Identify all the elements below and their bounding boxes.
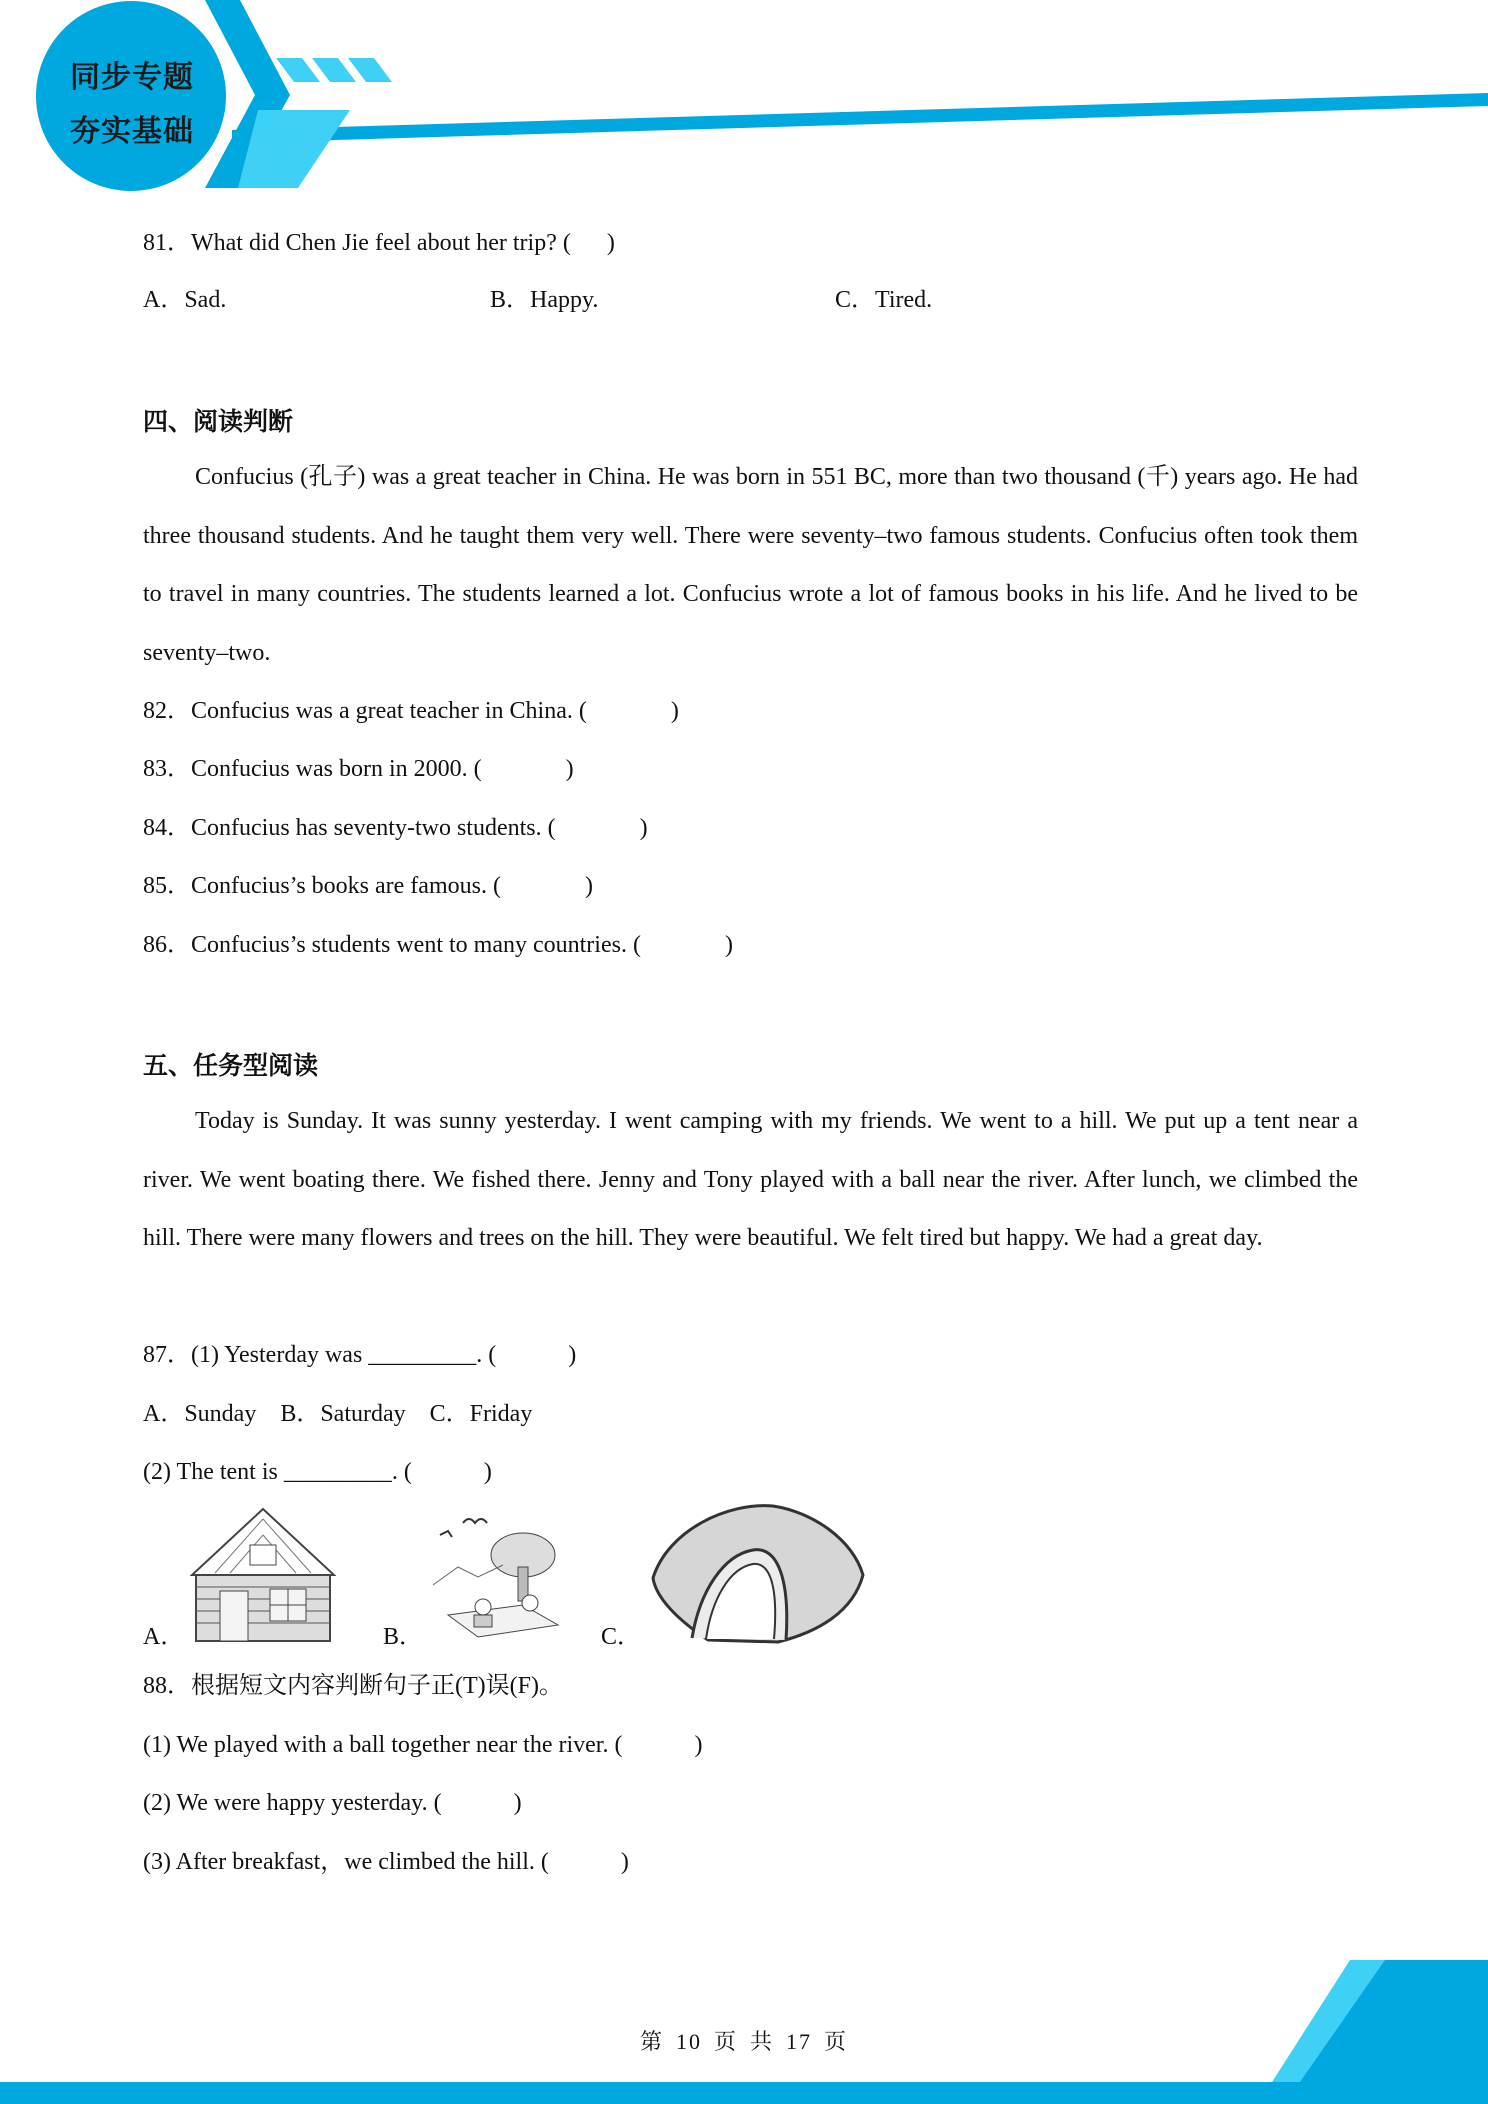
question-85: 85．Confucius’s books are famous. ( )	[143, 873, 593, 899]
question-88: 88．根据短文内容判断句子正(T)误(F)。	[143, 1673, 563, 1699]
question-82: 82．Confucius was a great teacher in China. ( )	[143, 698, 679, 724]
page-number-current: 10	[675, 2029, 702, 2054]
question-88-3: (3) After breakfast，we climbed the hill. ( )	[143, 1849, 629, 1875]
question-88-2: (2) We were happy yesterday. ( )	[143, 1790, 522, 1816]
header-badge-line2: 夯实基础	[70, 114, 194, 149]
question-87-1: 87．(1) Yesterday was _________. ( )	[143, 1342, 577, 1368]
header-banner	[0, 0, 1488, 200]
page-number-total-prefix: 共	[750, 2029, 775, 2054]
page-number	[0, 2025, 1488, 2056]
q81-option-c: C．Tired.	[835, 287, 933, 313]
question-84: 84．Confucius has seventy-two students. ( )	[143, 815, 648, 841]
question-83: 83．Confucius was born in 2000. ( )	[143, 756, 574, 782]
q81-option-a: A．Sad.	[143, 287, 227, 313]
header-dash-3	[348, 58, 392, 82]
section-5-passage: Today is Sunday. It was sunny yesterday. I went camping with my friends. We went to a hill. We put up a tent near a river. We went boating there. We fished there. Jenny and Tony played with a ball near the river. After lunch, we climbed the hill. There were many flowers and trees on the hill. They were beautiful. We felt tired but happy. We had a great day.	[143, 1108, 1358, 1251]
page-number-unit: 页	[713, 2029, 738, 2054]
section-5-title: 五、任务型阅读	[143, 1051, 319, 1080]
page-number-total: 17	[786, 2029, 813, 2054]
header-stripe	[232, 93, 1488, 143]
tent-image	[648, 1500, 868, 1646]
header-badge-circle	[36, 1, 226, 191]
header-dash-1	[276, 58, 320, 82]
q87-2-label-c: C．	[601, 1624, 642, 1650]
q87-2-label-b: B．	[383, 1624, 424, 1650]
header-badge-line1: 同步专题	[70, 60, 194, 95]
question-87-2: (2) The tent is _________. ( )	[143, 1459, 492, 1485]
page-number-total-unit: 页	[824, 2029, 849, 2054]
section-4-passage: Confucius (孔子) was a great teacher in China. He was born in 551 BC, more than two thousand (千) years ago. He had three thousand students. And he taught them very well. There were seventy–two famous students. Confucius often took them to travel in many countries. The students learned a lot. Confucius wrote a lot of famous books in his life. And he lived to be seventy–two.	[143, 464, 1358, 666]
question-86: 86．Confucius’s students went to many countries. ( )	[143, 932, 733, 958]
picnic-image	[428, 1505, 568, 1645]
q81-option-b: B．Happy.	[490, 287, 599, 313]
header-dash-2	[312, 58, 356, 82]
footer-stripe	[0, 2082, 1488, 2104]
section-4-title: 四、阅读判断	[143, 407, 294, 436]
log-cabin-image	[190, 1505, 336, 1645]
page-number-prefix: 第	[639, 2029, 664, 2054]
question-88-1: (1) We played with a ball together near the river. ( )	[143, 1732, 703, 1758]
q87-2-label-a: A．	[143, 1624, 185, 1650]
question-81: 81．What did Chen Jie feel about her trip? ( )	[143, 230, 615, 256]
question-87-1-options: A．Sunday B．Saturday C．Friday	[143, 1401, 533, 1427]
